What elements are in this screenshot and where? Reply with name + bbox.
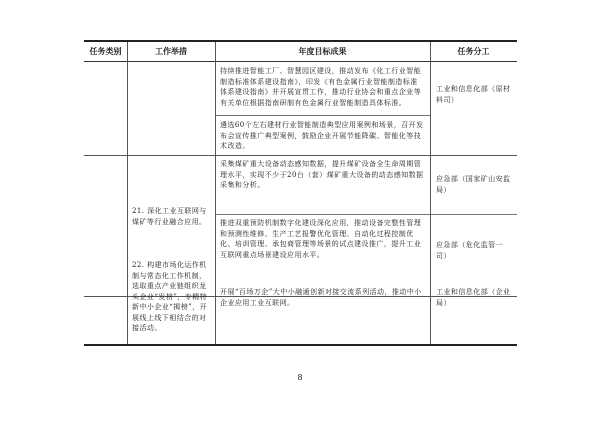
col-divider-3 <box>430 42 431 344</box>
row-3-division: 应急部（国家矿山安监局） <box>436 175 511 194</box>
header-measures: 工作举措 <box>155 47 187 56</box>
goal-divider-1 <box>215 115 430 116</box>
page-number: 8 <box>297 373 303 382</box>
row-4-division: 应急部（危化监管一司） <box>436 241 504 260</box>
header-divider <box>84 61 517 62</box>
row-divider-1 <box>84 155 517 156</box>
goal-divider-2 <box>215 214 517 215</box>
row-1-division: 工业和信息化部（原材料司） <box>436 85 511 104</box>
row-3-measures: 21. 深化工业互联网与煤矿等行业融合应用。 <box>132 207 207 226</box>
row-3-goal: 采集煤矿重大设备动态感知数据，提升煤矿设备全生命周期管理水平，实现不少于20台（套）煤矿重大设备的动态感知数据采集和分析。 <box>220 160 424 189</box>
row-5-goal: 开展“百场万企”大中小融通创新对接交流系列活动，推动中小企业应用工业互联网。 <box>220 288 422 307</box>
row-1-goal: 持续推进智能工厂、智慧园区建设，推动发布《化工行业智能制造标准体系建设指南》，印发《有色金属行业智能制造标准体系建设指南》并开展宣贯工作，推动行业协会和重点企业等有关单位根据指南研制有色金属行业智能制造具体标准。 <box>220 67 422 107</box>
row-4-goal: 推进双重预防机制数字化建设深化应用，推动设备完整性管理和预测性维修、生产工艺报警优化管理、自动化过程控制优化、培训管理、承包商管理等场景的试点建设推广，提升工业互联网重点场景建设应用水平。 <box>220 219 422 259</box>
row-2-goal: 遴选60个左右建材行业智能制造典型应用案例和场景，召开发布会宣传推广典型案例，鼓励企业开展节能降碳、智能化等技术改造。 <box>220 121 424 150</box>
header-division: 任务分工 <box>457 47 490 56</box>
col-divider-2 <box>215 42 216 344</box>
row-5-division: 工业和信息化部（企业局） <box>436 288 511 307</box>
task-table <box>84 40 517 346</box>
header-category: 任务类别 <box>89 47 122 56</box>
row-5-measures: 22. 构建市场化运作机制与常态化工作机制，选取重点产业链组织龙头企业“发榜”，专精特新中小企业“揭榜”，开展线上线下相结合的对接活动。 <box>132 261 208 332</box>
col-divider-1 <box>127 42 128 344</box>
header-goals: 年度目标成果 <box>298 47 347 56</box>
